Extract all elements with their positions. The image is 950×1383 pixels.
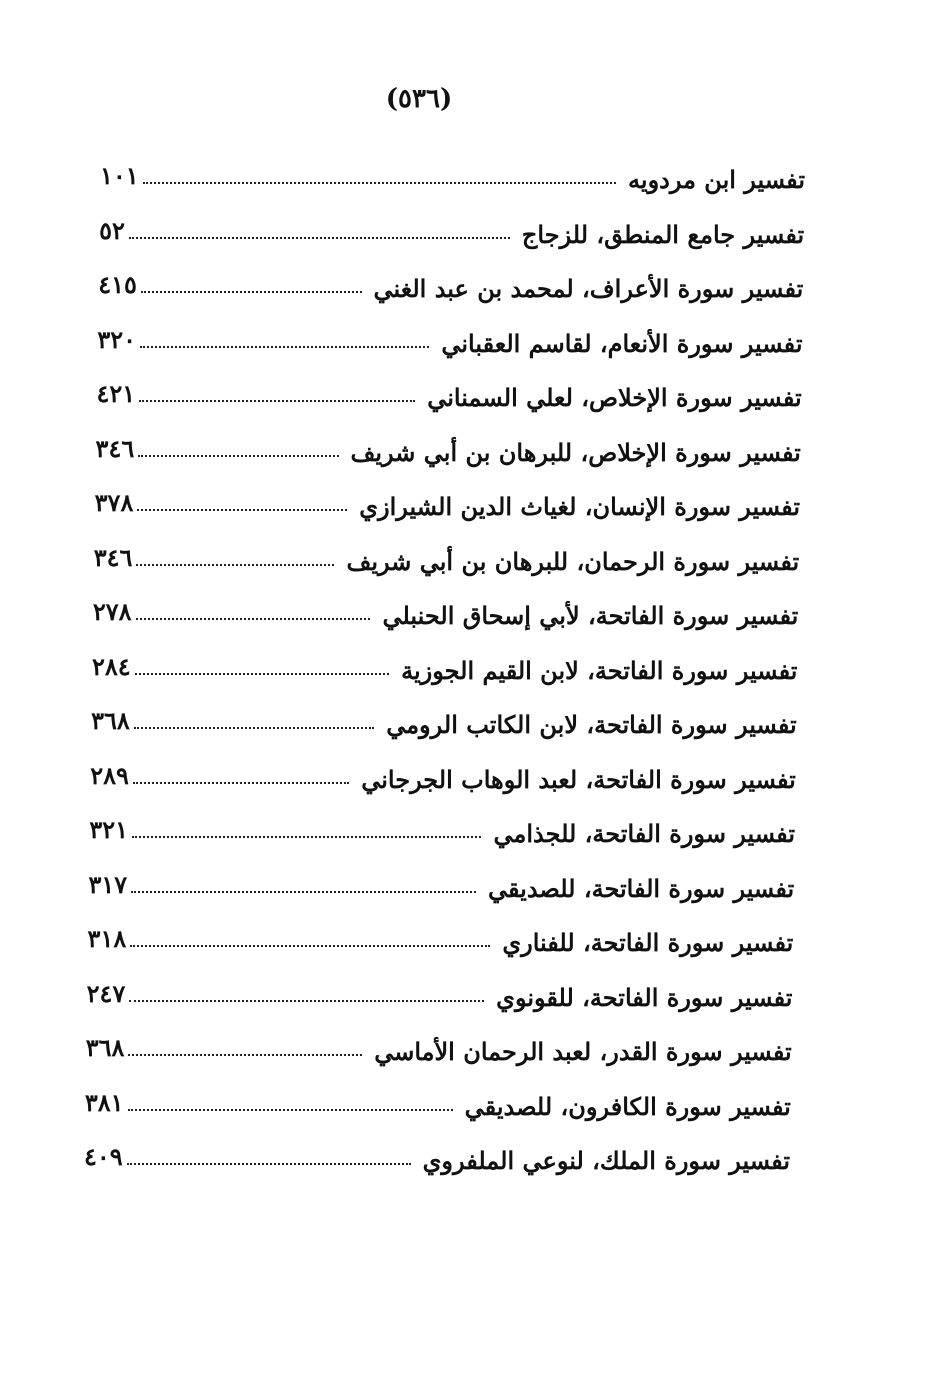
- dot-leader: [134, 727, 374, 729]
- list-item: [0, 162, 950, 217]
- entry-page-number: ٢٨٩: [90, 760, 129, 790]
- entry-title: تفسير سورة الفاتحة، لعبد الوهاب الجرجاني: [361, 764, 796, 794]
- dot-leader: [129, 1000, 484, 1002]
- entry-page-number: ١٠١: [100, 161, 139, 190]
- entry-title: تفسير سورة الإنسان، لغياث الدين الشيرازي: [359, 492, 800, 521]
- entry-title: تفسير سورة الفاتحة، لابن الكاتب الرومي: [386, 710, 797, 739]
- entry-title: تفسير سورة القدر، لعبد الرحمان الأماسي: [374, 1037, 792, 1066]
- entry-page-number: ٣٧٨: [94, 488, 134, 517]
- list-item: [0, 1089, 950, 1144]
- list-item: [0, 489, 950, 544]
- entry-page-number: ٣٤٦: [93, 542, 133, 572]
- entry-title: تفسير سورة الإخلاص، للبرهان بن أبي شريف: [350, 437, 801, 467]
- list-item: [0, 707, 950, 762]
- dot-leader: [141, 291, 362, 293]
- list-item: [0, 271, 950, 326]
- list-item: [0, 762, 950, 817]
- list-item: [0, 925, 950, 980]
- list-item: [0, 598, 950, 653]
- dot-leader: [128, 1109, 453, 1111]
- page-number: (٥٣٦): [385, 84, 453, 114]
- dot-leader: [139, 400, 415, 402]
- list-item: [0, 816, 950, 871]
- entry-page-number: ٣٢٠: [97, 324, 136, 354]
- list-item: [0, 380, 950, 435]
- entry-title: تفسير جامع المنطق، للزجاج: [521, 219, 805, 249]
- entry-page-number: ٤٠٩: [84, 1142, 123, 1171]
- entry-title: تفسير سورة الفاتحة، لابن القيم الجوزية: [401, 655, 798, 685]
- dot-leader: [130, 945, 490, 947]
- entry-page-number: ٣٢١: [89, 815, 128, 844]
- entry-title: تفسير سورة الفاتحة، للفناري: [502, 928, 794, 957]
- list-item: [0, 871, 950, 926]
- list-item: [0, 653, 950, 708]
- list-item: [0, 326, 950, 381]
- entry-page-number: ٣١٨: [87, 924, 127, 953]
- entry-page-number: ٤١٥: [98, 270, 137, 299]
- entry-page-number: ٤٢١: [96, 379, 136, 408]
- entry-page-number: ٢٤٧: [86, 978, 126, 1008]
- dot-leader: [136, 564, 334, 566]
- index-list: [0, 162, 950, 1198]
- list-item: [0, 217, 950, 272]
- entry-page-number: ٥٢: [99, 215, 125, 245]
- dot-leader: [138, 455, 338, 457]
- dot-leader: [127, 1163, 411, 1165]
- list-item: [0, 980, 950, 1035]
- entry-title: تفسير سورة الفاتحة، للقونوي: [496, 982, 793, 1012]
- list-item: [0, 544, 950, 599]
- list-item: [0, 1034, 950, 1089]
- entry-page-number: ٣٤٦: [95, 433, 135, 463]
- dot-leader: [137, 509, 347, 511]
- entry-page-number: ٣٦٨: [85, 1033, 125, 1062]
- entry-page-number: ٣١٧: [88, 869, 128, 899]
- entry-title: تفسير سورة الأعراف، لمحمد بن عبد الغني: [373, 274, 804, 303]
- entry-title: تفسير سورة الفاتحة، للصديقي: [488, 873, 795, 903]
- entry-title: تفسير ابن مردويه: [628, 165, 805, 194]
- entry-page-number: ٣٦٨: [91, 706, 130, 735]
- entry-title: تفسير سورة الكافرون، للصديقي: [464, 1091, 791, 1121]
- entry-title: تفسير سورة الرحمان، للبرهان بن أبي شريف: [346, 546, 800, 576]
- entry-title: تفسير سورة الفاتحة، لأبي إسحاق الحنبلي: [382, 601, 799, 630]
- dot-leader: [128, 1054, 362, 1056]
- dot-leader: [136, 618, 371, 620]
- dot-leader: [132, 836, 481, 838]
- entry-page-number: ٣٨١: [84, 1087, 124, 1117]
- entry-page-number: ٢٧٨: [92, 597, 132, 626]
- entry-title: تفسير سورة الإخلاص، لعلي السمناني: [427, 383, 802, 412]
- entry-title: تفسير سورة الملك، لنوعي الملفروي: [422, 1146, 790, 1175]
- entry-title: تفسير سورة الأنعام، لقاسم العقباني: [441, 328, 803, 358]
- dot-leader: [129, 237, 510, 239]
- dot-leader: [133, 782, 349, 784]
- entry-title: تفسير سورة الفاتحة، للجذامي: [493, 819, 795, 848]
- dot-leader: [143, 182, 616, 184]
- list-item: [0, 1143, 950, 1198]
- entry-page-number: ٢٨٤: [92, 651, 131, 681]
- dot-leader: [131, 891, 476, 893]
- dot-leader: [140, 346, 429, 348]
- list-item: [0, 435, 950, 490]
- dot-leader: [135, 673, 389, 675]
